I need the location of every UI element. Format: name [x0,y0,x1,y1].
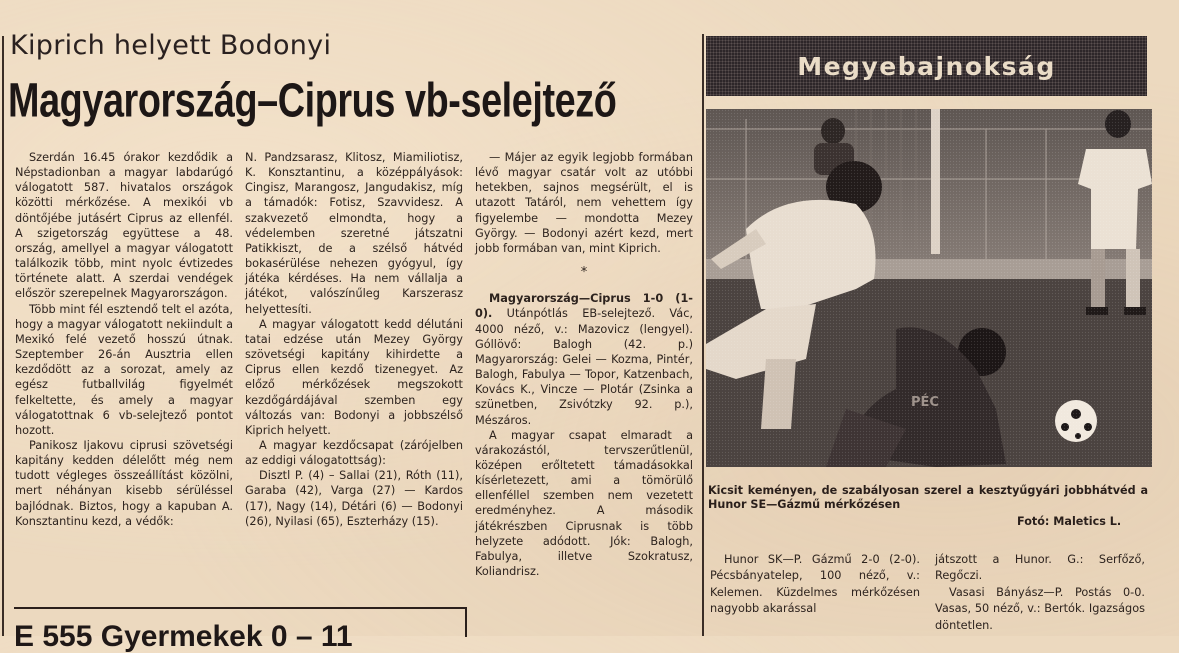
results-column-1 [710,552,920,618]
next-article-box-side [465,607,467,637]
paragraph: A magyar kezdőcsapat (zárójelben az eddigi válogatottság): [245,438,463,468]
next-article-box-top [14,607,465,609]
next-article-headline-cut: E 555 Gyermekek 0 – 11 [14,620,353,653]
paragraph: A magyar válogatott kedd délutáni tatai edzése után Mezey György szövetségi kapitány kihirdette a Ciprus ellen kezdő tizenegyet. Az előző mérkőzések megszokott kezdőgárdájával szemben egy változás van: Bodonyi a jobbszélső Kiprich helyett. [245,317,463,437]
paragraph: N. Pandzsarasz, Klitosz, Miamiliotisz, K. Konsztantinu, a középpályások: Cingisz, Marangosz, Jangudakisz, míg a támadók: Fotisz, Szavvidesz. A szakvezető elmondta, hogy a védelemben szeretné játszatni Patikkiszt, de a szélső hátvéd bokasérülése nehezen gyógyul, így játéka kérdéses. Ha nem vállalja a játékot, valószínűleg Karszerasz helyettesíti. [245,151,463,316]
paragraph: Szerdán 16.45 órakor kezdődik a Népstadionban a magyar labdarúgó válogatott 587. hivatalos országok közötti mérkőzése. A mexikói vb döntőjébe jutásért Ciprus az ellenfél. A szigetország együttese a 48. ország, amellyel a magyar válogatott találkozik több, mint nyolc évtizedes története alatt. A szerdai vendégek először szerepelnek Magyarországon. [15,151,233,301]
paragraph: A magyar csapat elmaradt a várakozástól, tervszerűtlenül, középen erőltetett támadásokkal kísérletezett, ami a tömörülő ellenféllel szemben nem vezetett eredményhez. A második játékrészben Ciprusnak is több helyzete adódott. Jók: Balogh, Fabulya, illetve Szokratusz, Koliandrisz. [475,428,693,579]
section-banner [706,36,1147,96]
result-paragraph: játszott a Hunor. G.: Serfőző, Regőczi. [935,553,1145,583]
article-column-1 [15,150,233,529]
section-title: Megyebajnokság [797,51,1056,81]
photo-credit: Fotó: Maletics L. [1017,515,1122,528]
football-photo-illustration [706,109,1152,467]
paragraph: — Májer az egyik legjobb formában lévő magyar csatár volt az utóbbi hetekben, sajnos megsérült, el is utazott Tatáról, nem vehettem így figyelembe — mondotta Mezey György. — Bodonyi azért kezd, mert jobb formában van, mint Kiprich. [475,151,693,255]
match-photo [706,109,1152,467]
paragraph: Panikosz Ijakovu ciprusi szövetségi kapitány kedden délelőtt még nem tudott végleges összeállítást közölni, mert néhányan kisebb sérüléssel bajlódnak. Biztos, hogy a kapuban A. Konsztantinu kezd, a védők: [15,438,233,528]
result-paragraph: Hunor SK—P. Gázmű 2-0 (2-0). Pécsbányatelep, 100 néző, v.: Kelemen. Küzdelmes mérkőzésen nagyobb akarással [710,553,920,616]
asterisk-separator: * [580,265,588,281]
article-column-2 [245,150,463,529]
result-text: Utánpótlás EB-selejtező. Vác, 4000 néző, v.: Mazovicz (lengyel). Góllövő: Balogh (42. p.) Magyarország: Gelei — Kozma, Pintér, Balogh, Fabulya — Topor, Katzenbach, Kovács K., Vincze — Plotár (Zsinka a szünetben, Zsivótzky 92. p.), Mészáros. [475,307,693,427]
result-heading: Magyarország—Ciprus 1-0 (1-0). [475,292,693,321]
lineup-paragraph: Disztl P. (4) – Sallai (21), Róth (11), Garaba (42), Varga (27) — Kardos (17), Nagy (14), Détári (6) — Bodonyi (26), Nyilasi (65), Eszterházy (15). [245,469,463,528]
results-column-2 [935,552,1145,634]
article-kicker: Kiprich helyett Bodonyi [10,30,332,61]
article-column-3 [475,150,693,579]
section-divider [702,34,704,636]
photo-caption: Kicsit keményen, de szabályosan szerel a kesztyűgyári jobbhátvéd a Hunor SE—Gázmű mérkőzésen [708,484,1148,511]
paragraph: Több mint fél esztendő telt el azóta, hogy a magyar válogatott nekiindult a Mexikó felé vezető hosszú útnak. Szeptember 26-án Ausztria ellen kezdődött az a sorozat, amely az egész futballvilág figyelmét felkeltette, és amely a magyar válogatottnak 6 vb-selejtező pontot hozott. [15,302,233,437]
result-paragraph: Vasasi Bányász—P. Postás 0-0. Vasas, 50 néző, v.: Bertók. Igazságos döntetlen. [935,585,1145,632]
article-headline: Magyarország–Ciprus vb-selejtező [8,72,617,128]
left-column-rule [2,36,4,636]
result-paragraph [475,291,693,427]
